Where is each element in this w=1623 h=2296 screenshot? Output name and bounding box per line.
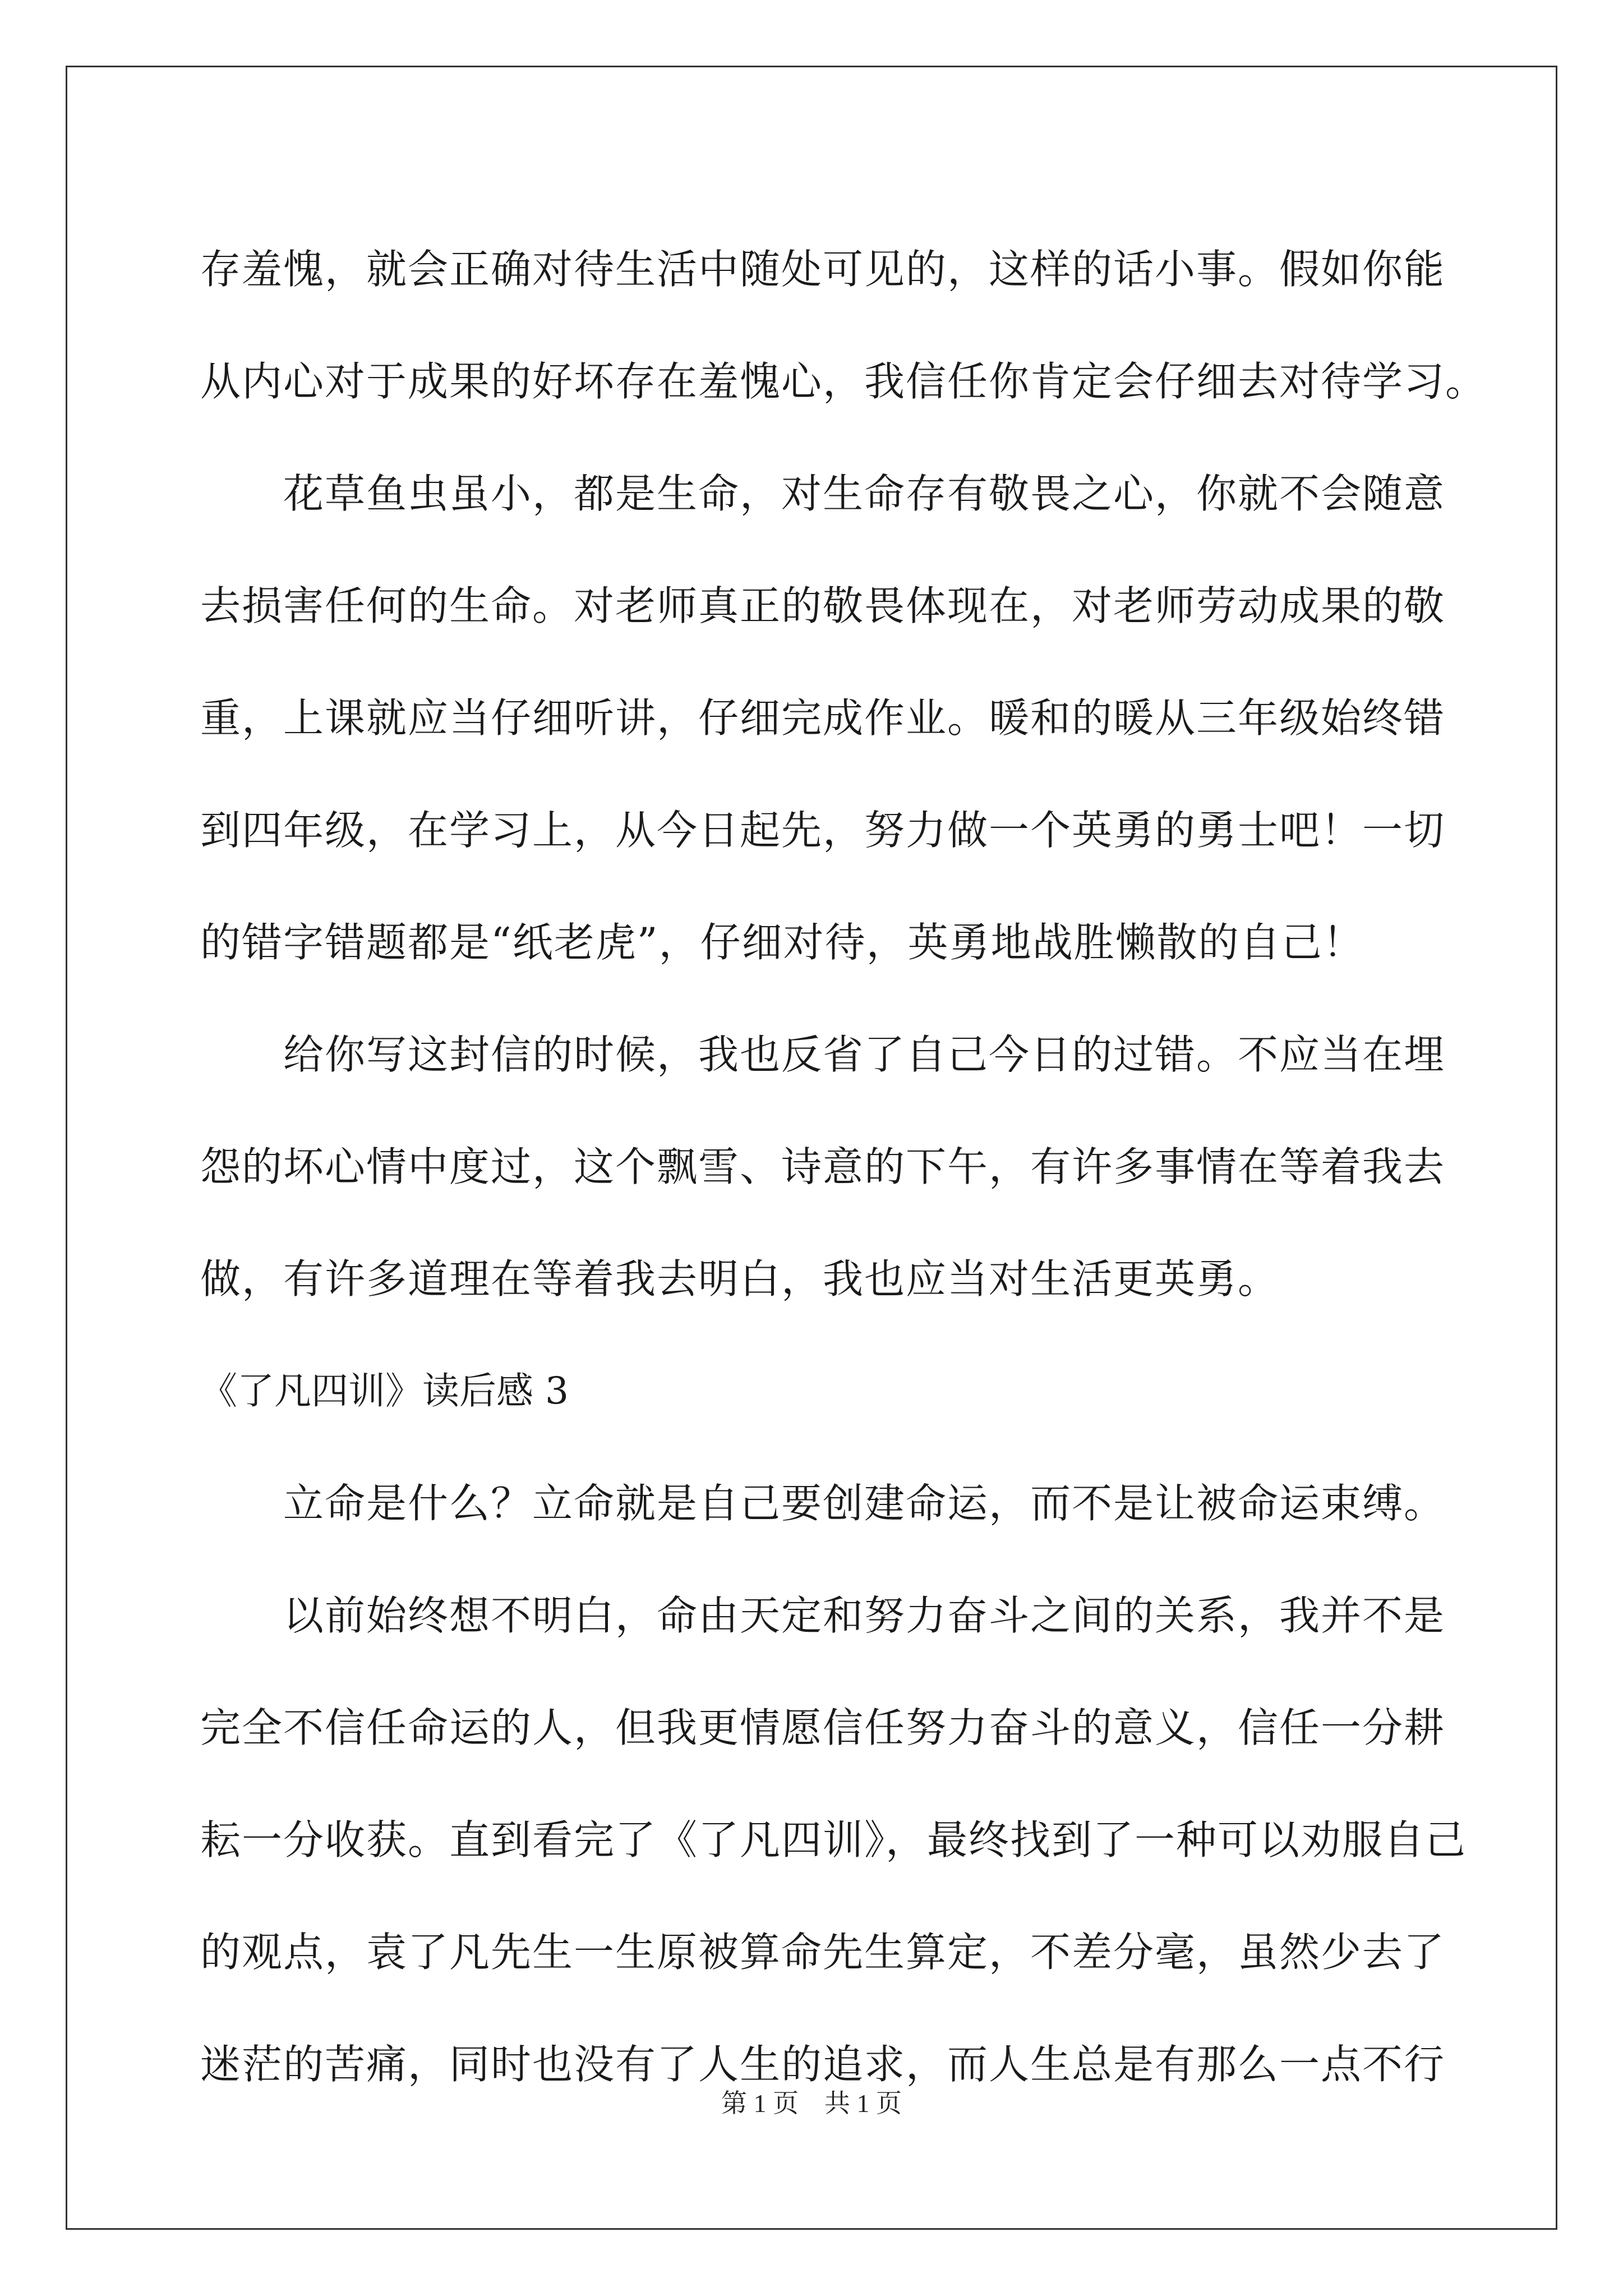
- paragraph-line: 完全不信任命运的人，但我更情愿信任努力奋斗的意义，信任一分耕: [200, 1704, 1446, 1751]
- paragraph-line: 去损害任何的生命。对老师真正的敬畏体现在，对老师劳动成果的敬: [200, 582, 1446, 629]
- paragraph-line: 存羞愧，就会正确对待生活中随处可见的，这样的话小事。假如你能: [200, 246, 1446, 293]
- section-heading: 《了凡四训》读后感 3: [200, 1369, 569, 1412]
- paragraph-line: 立命是什么？立命就是自己要创建命运，而不是让被命运束缚。: [283, 1480, 1446, 1527]
- paragraph-line: 怨的坏心情中度过，这个飘雪、诗意的下午，有许多事情在等着我去: [200, 1143, 1446, 1190]
- paragraph-line: 从内心对于成果的好坏存在羞愧心，我信任你肯定会仔细去对待学习。: [200, 358, 1487, 405]
- paragraph-line: 以前始终想不明白，命由天定和努力奋斗之间的关系，我并不是: [283, 1592, 1446, 1639]
- paragraph-line: 花草鱼虫虽小，都是生命，对生命存有敬畏之心，你就不会随意: [283, 470, 1446, 517]
- document-body: [200, 213, 1487, 2120]
- paragraph-line: 耘一分收获。直到看完了《了凡四训》，最终找到了一种可以劝服自己: [200, 1816, 1467, 1864]
- paragraph-line: 重，上课就应当仔细听讲，仔细完成作业。暖和的暖从三年级始终错: [200, 694, 1446, 742]
- paragraph-line: 做，有许多道理在等着我去明白，我也应当对生活更英勇。: [200, 1255, 1280, 1303]
- paragraph-line: 的错字错题都是“纸老虎”，仔细对待，英勇地战胜懒散的自己！: [200, 919, 1364, 966]
- paragraph-line: 迷茫的苦痛，同时也没有了人生的追求，而人生总是有那么一点不行: [200, 2041, 1446, 2088]
- page-footer: 第 1 页 共 1 页: [721, 2089, 902, 2118]
- paragraph-line: 的观点，袁了凡先生一生原被算命先生算定，不差分毫，虽然少去了: [200, 1929, 1446, 1976]
- paragraph-line: 到四年级，在学习上，从今日起先，努力做一个英勇的勇士吧！一切: [200, 807, 1446, 854]
- paragraph-line: 给你写这封信的时候，我也反省了自己今日的过错。不应当在埋: [283, 1031, 1446, 1078]
